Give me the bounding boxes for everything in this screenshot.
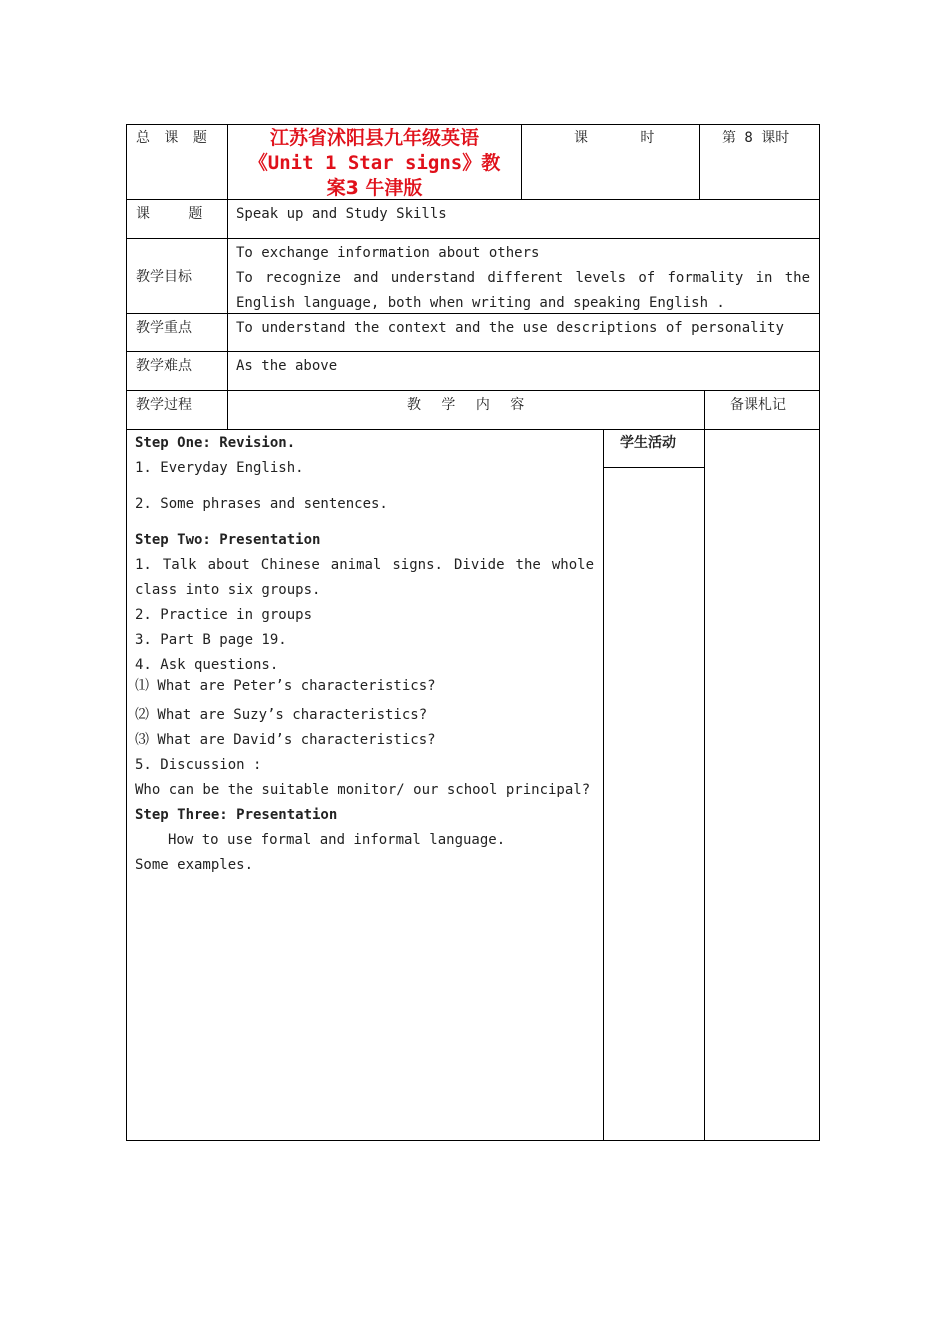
row-divider bbox=[126, 313, 820, 314]
step-two-item-4: 4. Ask questions. bbox=[135, 657, 279, 673]
process-label: 教学过程 bbox=[136, 397, 192, 413]
col-divider bbox=[521, 124, 522, 200]
step-two-item-3: 3. Part B page 19. bbox=[135, 632, 287, 648]
col-divider bbox=[699, 124, 700, 200]
period-value: 第 8 课时 bbox=[722, 130, 790, 146]
objective-line-1: To exchange information about others bbox=[236, 245, 540, 261]
notes-label: 备课札记 bbox=[730, 397, 786, 413]
col-divider bbox=[603, 429, 604, 1141]
topic-label: 课 题 bbox=[136, 206, 203, 222]
discussion-item: 5. Discussion : bbox=[135, 757, 262, 773]
difficulties-value: As the above bbox=[236, 358, 338, 374]
discussion-question: Who can be the suitable monitor/ our school principal? bbox=[135, 782, 591, 798]
step-two-heading: Step Two: Presentation bbox=[135, 532, 321, 548]
step-one-item-1: 1. Everyday English. bbox=[135, 460, 304, 476]
key-points-label: 教学重点 bbox=[136, 320, 192, 336]
step-three-heading: Step Three: Presentation bbox=[135, 807, 338, 823]
activity-divider bbox=[603, 467, 704, 468]
content-label: 教 学 内 容 bbox=[407, 397, 525, 413]
col-divider bbox=[704, 390, 705, 1141]
objective-line-2: To recognize and understand different levels of formality in the bbox=[236, 270, 810, 286]
student-activity-label: 学生活动 bbox=[620, 435, 676, 451]
objectives-label: 教学目标 bbox=[136, 269, 192, 285]
lesson-title-line-2: 《Unit 1 Star signs》教 bbox=[248, 152, 501, 174]
objective-line-3: English language, both when writing and speaking English . bbox=[236, 295, 725, 311]
step-three-line-1: How to use formal and informal language. bbox=[168, 832, 506, 848]
key-points-value: To understand the context and the use descriptions of personality bbox=[236, 320, 784, 336]
step-two-item-1-line-1: 1. Talk about Chinese animal signs. Divide the whole bbox=[135, 557, 594, 573]
lesson-title-line-3: 案3 牛津版 bbox=[326, 177, 423, 199]
question-1: ⑴ What are Peter’s characteristics? bbox=[135, 678, 436, 694]
step-one-item-2: 2. Some phrases and sentences. bbox=[135, 496, 388, 512]
question-3: ⑶ What are David’s characteristics? bbox=[135, 732, 436, 748]
lesson-title-line-1: 江苏省沭阳县九年级英语 bbox=[269, 127, 479, 149]
step-two-item-1-line-2: class into six groups. bbox=[135, 582, 321, 598]
topic-value: Speak up and Study Skills bbox=[236, 206, 447, 222]
difficulties-label: 教学难点 bbox=[136, 358, 192, 374]
step-one-heading: Step One: Revision. bbox=[135, 435, 296, 451]
row-divider bbox=[126, 351, 820, 352]
row-divider bbox=[126, 390, 820, 391]
period-label: 课 时 bbox=[574, 130, 655, 146]
row-divider bbox=[126, 429, 820, 430]
step-two-item-2: 2. Practice in groups bbox=[135, 607, 313, 623]
question-2: ⑵ What are Suzy’s characteristics? bbox=[135, 707, 428, 723]
step-three-line-2: Some examples. bbox=[135, 857, 254, 873]
row-divider bbox=[126, 238, 820, 239]
total-topic-label: 总 课 题 bbox=[136, 130, 207, 146]
